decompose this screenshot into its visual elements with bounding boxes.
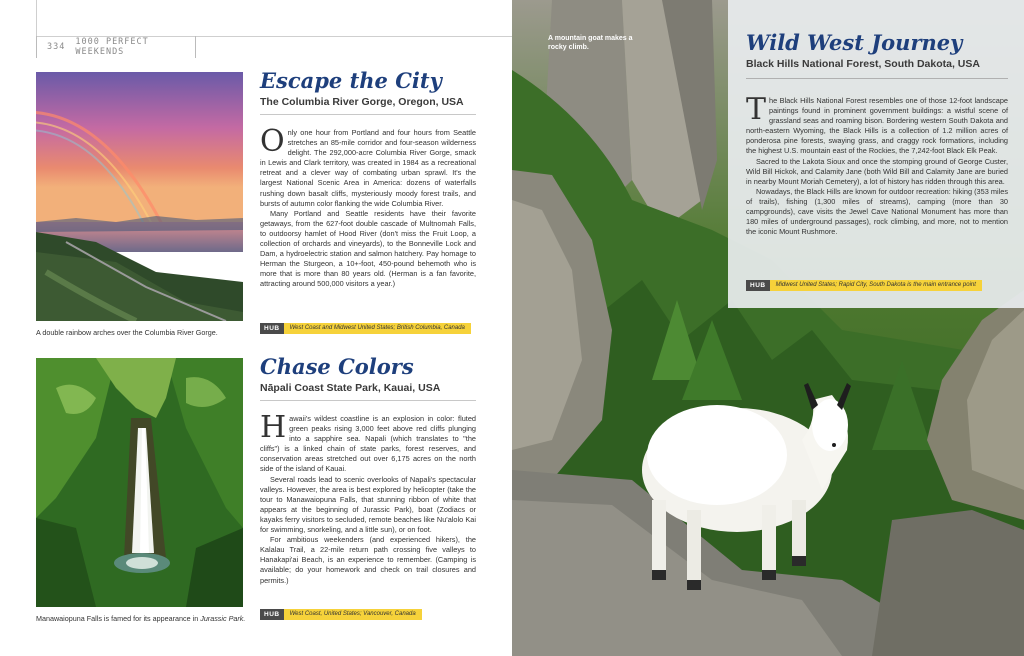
wild-hub-label: HUB bbox=[746, 280, 770, 291]
manawaiopuna-falls-photo bbox=[36, 358, 243, 607]
manawaiopuna-caption bbox=[36, 614, 256, 623]
escape-subtitle: The Columbia River Gorge, Oregon, USA bbox=[260, 96, 464, 108]
wild-subtitle: Black Hills National Forest, South Dakota, USA bbox=[746, 58, 980, 70]
escape-body bbox=[260, 124, 476, 290]
chase-title: Chase Colors bbox=[260, 354, 414, 379]
escape-paragraph-2: Many Portland and Seattle residents have their favorite getaways, from the 627-foot double cascade of Multnomah Falls, to outdoorsy hamlet of Hood River (don't miss the Fruit Loop, a collection of orchards and vineyards), to the Bonneville Lock and Dam, a hydroelectric station and salmon hatchery. Pay homage to Herman the Sturgeon, a 10+-foot, 450-pound behemoth who is more that is more than 80 years old. (Herman is a fan favorite, attracting around 500,000 visitors a year.) bbox=[260, 208, 476, 289]
escape-title: Escape the City bbox=[260, 68, 442, 93]
escape-rule bbox=[260, 114, 476, 115]
chase-body bbox=[260, 410, 476, 586]
wild-west-inset bbox=[728, 0, 1024, 308]
chase-hub-text: West Coast, United States; Vancouver, Canada bbox=[284, 609, 422, 620]
manawaiopuna-caption-italic: Jurassic Park. bbox=[200, 614, 246, 623]
escape-hub bbox=[260, 323, 471, 334]
wild-rule bbox=[746, 78, 1008, 79]
chase-subtitle: Nāpali Coast State Park, Kauai, USA bbox=[260, 382, 441, 394]
columbia-gorge-photo bbox=[36, 72, 243, 321]
chase-paragraph-3: For ambitious weekenders (and experienced hikers), the Kalalau Trail, a 22-mile return path crossing five valleys to Hanakapi'ai Beach, is an experience to remember. (Camping is available; do your homework and check on trail closures and permits.) bbox=[260, 535, 476, 585]
right-page bbox=[512, 0, 1024, 656]
chase-paragraph-1: awaii's wildest coastline is an explosion in color: fluted green peaks rising 3,000 feet above red cliffs plunging into a sapphire sea. Napali (which translates to "the cliffs") is a linked chain of state parks, forest reserves, and conservation areas stretched out over 6,175 acres on the north side of the island of Kauai. bbox=[260, 414, 476, 474]
wild-paragraph-1: he Black Hills National Forest resembles one of those 12-foot landscape paintings found in prominent government buildings: a wistful scene of grassland seas and roaming bison. Bordering western South Dakota and north-eastern Wyoming, the Black Hills is a collection of 1.2 million acres of ponderosa pine forests, swaying grass, and craggy rock formations, including the highest U.S. mountain east of the Rockies, the 7,242-foot Black Elk Peak. bbox=[746, 96, 1008, 156]
running-header bbox=[36, 36, 196, 58]
escape-paragraph-1: nly one hour from Portland and four hours from Seattle stretches an 85-mile corridor and four-season wilderness delight. The 292,000-acre Columbia River Gorge, smack in Lewis and Clark territory, was created in 1984 as a recreational retreat and a clever way of combating urban sprawl. It's the largest National Scenic Area in America: dozens of waterfalls rushing down basalt cliffs, mysteriously moody forest trails, and bursts of autumn color flanking the wide Columbia River. bbox=[260, 128, 476, 208]
header-divider bbox=[36, 0, 37, 36]
escape-hub-label: HUB bbox=[260, 323, 284, 334]
columbia-gorge-caption: A double rainbow arches over the Columbia River Gorge. bbox=[36, 328, 218, 337]
wild-body bbox=[746, 92, 1008, 237]
wild-hub bbox=[746, 280, 982, 291]
chase-paragraph-2: Several roads lead to scenic overlooks of Napali's spectacular valleys. However, the area is best explored by helicopter (take the tour to Manawaiopuna Falls, that stunning ribbon of white that appears at the beginning of Jurassic Park), boat (Zodiacs or kayaks ferry visitors to secluded, remote beaches like Nu'alolo Kai for swimming, snorkeling, and a little sun), or on foot. bbox=[260, 474, 476, 535]
chase-hub bbox=[260, 609, 422, 620]
wild-paragraph-2: Sacred to the Lakota Sioux and once the stomping ground of George Custer, Wild Bill Hickok, and Calamity Jane (both Wild Bill and Calamity Jane are buried in nearby Mount Moriah Cemetery), a lot of history has ridden through this area. bbox=[746, 156, 1008, 186]
goat-caption: A mountain goat makes a rocky climb. bbox=[548, 35, 633, 51]
manawaiopuna-caption-text: Manawaiopuna Falls is famed for its appearance in bbox=[36, 614, 201, 623]
book-title: 1000 PERFECT WEEKENDS bbox=[75, 37, 149, 57]
wild-hub-text: Midwest United States; Rapid City, South Dakota is the main entrance point bbox=[770, 280, 982, 291]
chase-dropcap: H bbox=[260, 410, 287, 445]
chase-hub-label: HUB bbox=[260, 609, 284, 620]
chase-rule bbox=[260, 400, 476, 401]
escape-hub-text: West Coast and Midwest United States; British Columbia, Canada bbox=[284, 323, 471, 334]
wild-dropcap: T bbox=[746, 92, 767, 127]
wild-title: Wild West Journey bbox=[746, 30, 963, 55]
page-number: 334 bbox=[47, 42, 66, 52]
wild-paragraph-3: Nowadays, the Black Hills are known for outdoor recreation: hiking (353 miles of trails), fishing (1,300 miles of streams), camping (more than 30 campgrounds), cave visits the Jewel Cave National Monument has more than 180 miles of underground passages), rock climbing, and more, not to mention the iconic Mount Rushmore. bbox=[746, 186, 1008, 237]
escape-dropcap: O bbox=[260, 124, 285, 159]
